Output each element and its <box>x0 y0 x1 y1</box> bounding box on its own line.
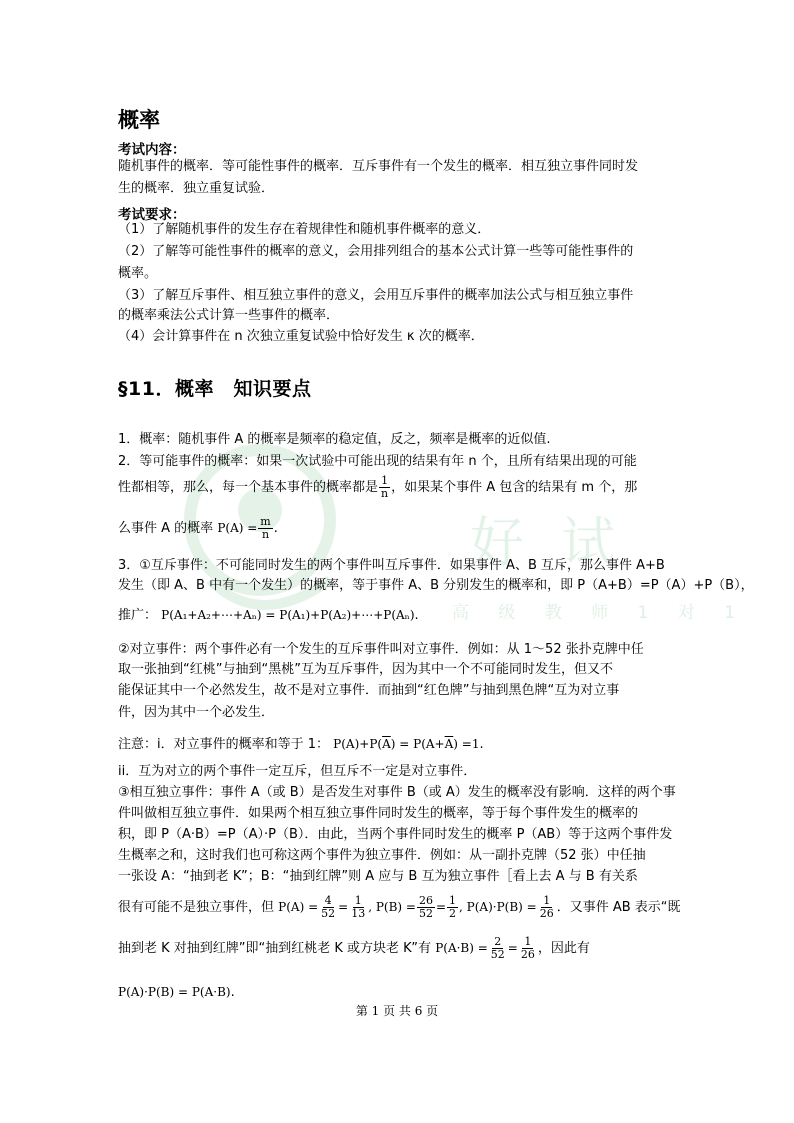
text-fragment: 很有可能不是独立事件，但 <box>118 900 275 915</box>
note-line-2: ii．互为对立的两个事件一定互斥，但互斥不一定是对立事件． <box>118 764 477 779</box>
point-5-line-6 <box>118 895 681 920</box>
formula-part: ) =1 <box>453 737 480 751</box>
formula: P(A·B) = <box>435 941 488 955</box>
watermark-text: 好 试 <box>470 511 626 574</box>
text-fragment: ．又事件 AB 表示“既 <box>556 900 681 915</box>
requirement-line: 概率。 <box>118 266 158 281</box>
point-5-line: 生概率之和，这时我们也可称这两个事件为独立事件．例如：从一副扑克牌（52 张）中任抽 <box>118 848 646 863</box>
formula: = <box>507 941 518 955</box>
point-5-line-7 <box>118 936 590 961</box>
fraction <box>379 475 390 500</box>
point-3-line-1: 3．①互斥事件：不可能同时发生的两个事件叫互斥事件．如果事件 A、B 互斥，那么事件 A+B <box>118 558 665 573</box>
requirement-line: 的概率乘法公式计算一些事件的概率． <box>118 308 340 323</box>
fraction <box>489 936 507 961</box>
note-line-1 <box>118 734 484 755</box>
formula: P(A₁+A₂+⋯+Aₙ) = P(A₁)+P(A₂)+⋯+P(Aₙ) <box>161 608 415 622</box>
formula-part: $\overline{A}$ <box>382 737 391 751</box>
watermark-subtext: 高 级 教 师 1 对 1 <box>452 603 748 623</box>
formula: = <box>338 900 349 914</box>
point-4-line: 件，因为其中一个必发生． <box>118 705 275 720</box>
fraction <box>258 516 272 541</box>
page-footer: 第 1 页 共 6 页 <box>355 1004 439 1018</box>
point-5-line: 一张设 A：“抽到老 K”；B：“抽到红牌”则 A 应与 B 互为独立事件［看上去 A 与 B 有关系 <box>118 869 638 884</box>
fraction-denominator: 52 <box>490 948 505 961</box>
formula: P(A)·P(B) = P(A·B) <box>118 985 231 999</box>
text-fragment: 抽到老 K 对抽到红牌”即“抽到红桃老 K 或方块老 K”有 <box>118 941 432 956</box>
exam-content-line-1: 随机事件的概率．等可能性事件的概率．互斥事件有一个发生的概率．相互独立事件同时发 <box>118 159 639 174</box>
section-title: §11．概率 知识要点 <box>118 378 312 400</box>
text-fragment: 推广： <box>118 608 158 623</box>
fraction-denominator: 52 <box>321 907 336 920</box>
point-5-line: 件叫做相互独立事件．如果两个相互独立事件同时发生的概率，等于每个事件发生的概率的 <box>118 806 639 821</box>
point-4-line: 取一张抽到“红桃”与抽到“黑桃”互为互斥事件，因为其中一个不可能同时发生，但又不 <box>118 662 613 677</box>
requirement-line: （2）了解等可能性事件的概率的意义，会用排列组合的基本公式计算一些等可能性事件的 <box>118 244 634 259</box>
formula: P(A) = <box>217 521 258 535</box>
text-fragment: . <box>414 608 419 623</box>
point-3-line-2: 发生（即 A、B 中有一个发生）的概率，等于事件 A、B 分别发生的概率和，即 P（A+B）=P（A）+P（B）， <box>118 578 754 593</box>
text-fragment: . <box>479 737 484 752</box>
fraction-denominator: 13 <box>351 907 366 920</box>
point-5-line: 积，即 P（A·B）=P（A）·P（B）．由此，当两个事件同时发生的概率 P（AB）等于这两个事件发 <box>118 827 673 842</box>
point-3-line-3 <box>118 605 419 626</box>
point-5-line-8 <box>118 982 235 1003</box>
formula-part: $\overline{A}$ <box>444 737 454 751</box>
point-5-line: ③相互独立事件：事件 A（或 B）是否发生对事件 B（或 A）发生的概率没有影响．这样的两个事 <box>118 785 676 800</box>
fraction-numerator: 1 <box>449 894 457 907</box>
formula: P(A) = <box>278 900 319 914</box>
formula <box>333 737 479 751</box>
fraction <box>319 895 337 920</box>
fraction-denominator: 26 <box>539 907 554 920</box>
formula: = <box>435 900 447 914</box>
formula-part: P(A)+P( <box>333 737 383 751</box>
page-title: 概率 <box>118 108 160 132</box>
fraction-numerator: m <box>260 515 271 528</box>
fraction-denominator: 26 <box>520 948 535 961</box>
fraction-numerator: 1 <box>381 474 389 487</box>
requirement-line: （4）会计算事件在 n 次独立重复试验中恰好发生 κ 次的概率． <box>118 329 484 344</box>
fraction <box>417 895 435 920</box>
point-4-line: 能保证其中一个必然发生，故不是对立事件．而抽到“红色牌”与抽到黑色牌“互为对立事 <box>118 683 620 698</box>
fraction-denominator: 52 <box>418 907 433 920</box>
formula: , P(A)·P(B) = <box>459 900 537 914</box>
text-fragment: 么事件 A 的概率 <box>118 521 214 536</box>
point-4-line: ②对立事件：两个事件必有一个发生的互斥事件叫对立事件．例如：从 1～52 张扑克牌中任 <box>118 642 644 657</box>
point-2-line-1: 2．等可能事件的概率：如果一次试验中可能出现的结果有年 n 个，且所有结果出现的可能 <box>118 454 637 469</box>
text-fragment: 性都相等，那么，每一个基本事件的概率都是 <box>118 480 379 495</box>
text-fragment: . <box>273 521 278 536</box>
point-1: 1．概率：随机事件 A 的概率是频率的稳定值，反之，频率是概率的近似值. <box>118 432 551 447</box>
fraction <box>447 895 458 920</box>
fraction <box>349 895 367 920</box>
fraction-numerator: 1 <box>543 894 551 907</box>
exam-content-heading: 考试内容： <box>118 142 186 158</box>
text-fragment: . <box>230 985 235 1000</box>
fraction-denominator: n <box>261 528 270 541</box>
text-fragment: ，因此有 <box>537 941 590 956</box>
fraction <box>519 936 537 961</box>
fraction-denominator: 2 <box>449 907 457 920</box>
fraction-numerator: 26 <box>418 894 433 907</box>
fraction-numerator: 4 <box>324 894 332 907</box>
text-fragment: 注意：i．对立事件的概率和等于 1： <box>118 737 330 752</box>
requirement-line: （3）了解互斥事件、相互独立事件的意义，会用互斥事件的概率加法公式与相互独立事件 <box>118 288 634 303</box>
exam-requirements-heading: 考试要求： <box>118 207 186 223</box>
text-fragment: ，如果某个事件 A 包含的结果有 m 个，那 <box>391 480 638 495</box>
formula: , P(B) = <box>368 900 416 914</box>
exam-content-line-2: 生的概率．独立重复试验． <box>118 181 275 196</box>
fraction-denominator: n <box>381 487 389 500</box>
fraction-numerator: 2 <box>494 935 502 948</box>
fraction-numerator: 1 <box>354 894 362 907</box>
fraction <box>538 895 556 920</box>
point-2-line-3 <box>118 516 278 541</box>
point-2-line-2 <box>118 475 637 500</box>
fraction-numerator: 1 <box>524 935 532 948</box>
formula-part: ) = P(A+ <box>390 737 445 751</box>
requirement-line: （1）了解随机事件的发生存在着规律性和随机事件概率的意义． <box>118 222 491 237</box>
